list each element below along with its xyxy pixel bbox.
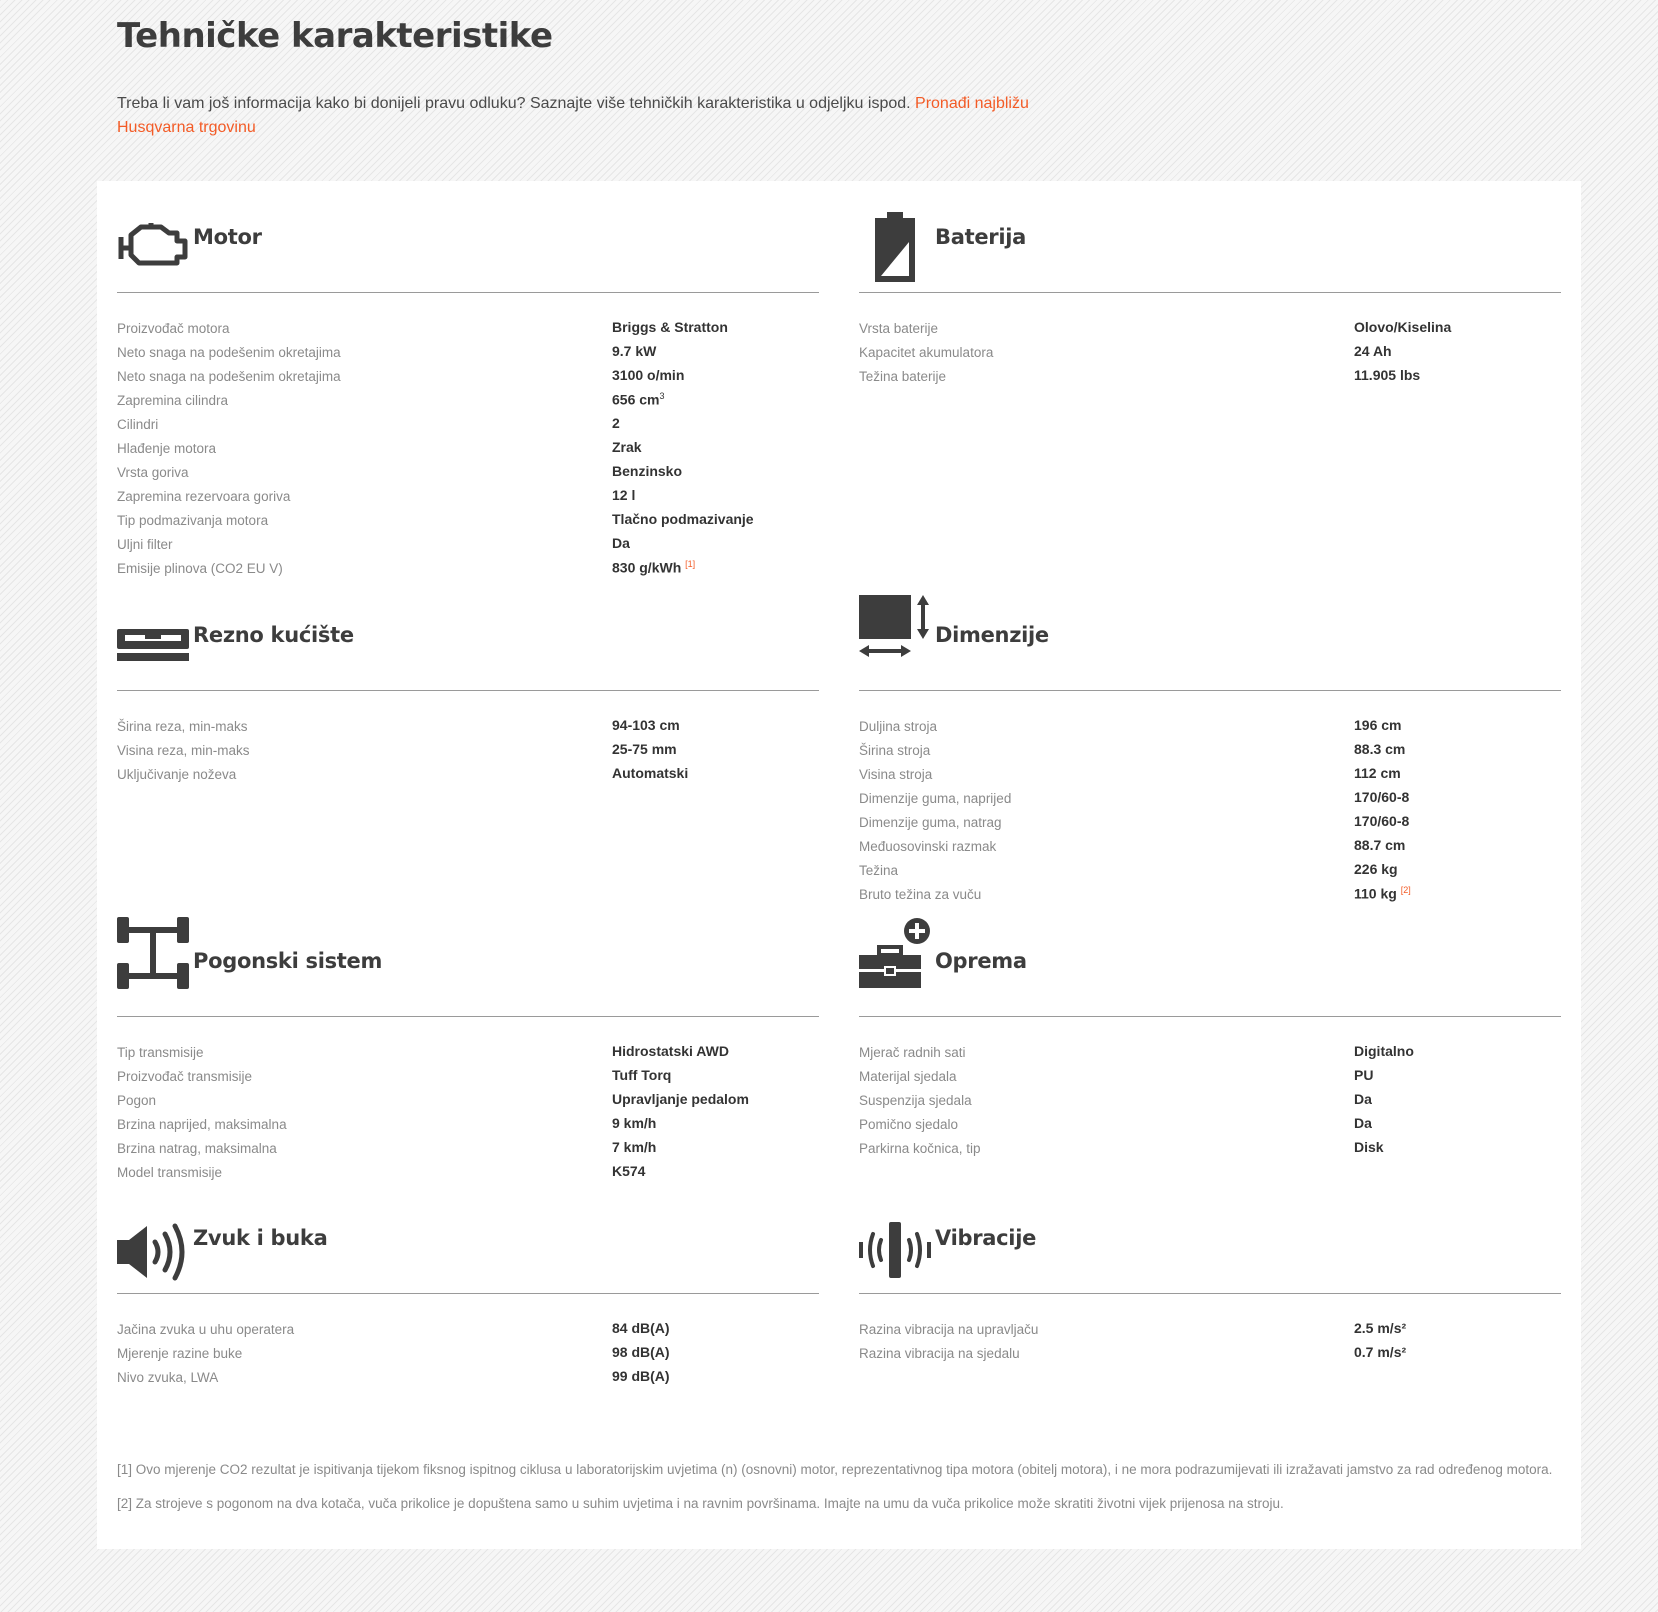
spec-value-text: 98 dB(A) (612, 1344, 670, 1360)
spec-label: Neto snaga na podešenim okretajima (117, 345, 341, 360)
spec-row (117, 1090, 819, 1114)
spec-row (859, 740, 1561, 764)
spec-row (117, 1066, 819, 1090)
footnote-ref-link[interactable]: [2] (1400, 885, 1411, 895)
spec-value (612, 511, 754, 527)
spec-value-text: Benzinsko (612, 463, 683, 479)
spec-value (612, 1368, 670, 1384)
spec-label: Model transmisije (117, 1165, 223, 1180)
spec-value (612, 1320, 670, 1336)
spec-row (859, 788, 1561, 812)
spec-label: Vrsta baterije (859, 321, 939, 336)
spec-row (117, 716, 819, 740)
spec-value (1354, 885, 1411, 902)
spec-value-text: 656 cm (612, 391, 660, 408)
spec-value (612, 559, 695, 576)
spec-row (117, 1319, 819, 1343)
spec-label: Zapremina rezervoara goriva (117, 489, 291, 504)
section-title: Pogonski sistem (193, 949, 383, 973)
section-zvuk (117, 1182, 819, 1391)
spec-value-text: Zrak (612, 439, 642, 455)
spec-value-text: 830 g/kWh (612, 559, 682, 576)
section-title: Oprema (935, 949, 1027, 973)
spec-value-text: Digitalno (1354, 1043, 1414, 1059)
spec-value-text: 99 dB(A) (612, 1368, 670, 1384)
spec-label: Kapacitet akumulatora (859, 345, 994, 360)
spec-row (117, 1367, 819, 1391)
spec-list (117, 691, 819, 788)
spec-value-text: 88.3 cm (1354, 741, 1406, 757)
spec-list (859, 691, 1561, 908)
spec-row (117, 390, 819, 414)
specs-card (97, 181, 1581, 1549)
engine-icon (117, 221, 189, 269)
spec-label: Međuosovinski razmak (859, 839, 997, 854)
spec-value-text: Disk (1354, 1139, 1384, 1155)
section-title: Vibracije (935, 1226, 1037, 1250)
toolbox-icon (859, 917, 931, 989)
dimensions-icon (859, 595, 931, 661)
spec-label: Visina stroja (859, 767, 933, 782)
spec-value-text: 11.905 lbs (1354, 367, 1421, 383)
spec-value-text: K574 (612, 1163, 646, 1179)
spec-value (1354, 837, 1405, 853)
spec-row (117, 1138, 819, 1162)
spec-row (117, 366, 819, 390)
spec-value (612, 1091, 749, 1107)
spec-value-text: Tlačno podmazivanje (612, 511, 754, 527)
speaker-icon (117, 1222, 189, 1282)
spec-value (1354, 741, 1405, 757)
spec-value (1354, 1115, 1372, 1131)
spec-row (117, 318, 819, 342)
spec-row (117, 462, 819, 486)
section-motor (117, 181, 819, 582)
section-baterija (859, 181, 1561, 390)
spec-value-text: 12 l (612, 487, 636, 503)
spec-value (612, 487, 635, 503)
spec-label: Suspenzija sjedala (859, 1093, 972, 1108)
spec-list (117, 1017, 819, 1186)
spec-value-text: Upravljanje pedalom (612, 1091, 749, 1107)
spec-value (1354, 343, 1392, 359)
section-header (859, 905, 1561, 1017)
section-title: Zvuk i buka (193, 1226, 328, 1250)
spec-row (117, 534, 819, 558)
section-title: Dimenzije (935, 623, 1049, 647)
spec-value (612, 319, 728, 335)
section-title: Motor (193, 225, 262, 249)
spec-value-text: 7 km/h (612, 1139, 657, 1155)
spec-value-text: Da (612, 535, 630, 551)
spec-value (612, 1139, 656, 1155)
spec-value (612, 391, 665, 408)
spec-value-text: Tuff Torq (612, 1067, 672, 1083)
spec-row (859, 812, 1561, 836)
spec-label: Vrsta goriva (117, 465, 189, 480)
spec-row (117, 740, 819, 764)
spec-value (1354, 1091, 1372, 1107)
spec-label: Duljina stroja (859, 719, 938, 734)
spec-row (117, 342, 819, 366)
spec-label: Cilindri (117, 417, 159, 432)
spec-label: Mjerenje razine buke (117, 1346, 243, 1361)
spec-list (859, 1294, 1561, 1367)
spec-value (612, 741, 677, 757)
spec-value-text: 112 cm (1354, 765, 1401, 781)
footnote-1: [1] Ovo mjerenje CO2 rezultat je ispitivanja tijekom fiksnog ispitnog ciklusa u laboratorijskim uvjetima (n) (osnovni) motor, reprezentativnog tipa motora (obitelj motora), i ne mora podrazumijevati ili izražavati jamstvo za rad određenog motora. (117, 1462, 1553, 1477)
spec-value (612, 415, 620, 431)
spec-value (612, 1067, 671, 1083)
spec-value-text: Olovo/Kiselina (1354, 319, 1452, 335)
spec-label: Neto snaga na podešenim okretajima (117, 369, 341, 384)
spec-row (117, 510, 819, 534)
spec-list (117, 1294, 819, 1391)
spec-value (1354, 813, 1409, 829)
spec-label: Brzina natrag, maksimalna (117, 1141, 277, 1156)
spec-row (859, 860, 1561, 884)
spec-value-text: 94-103 cm (612, 717, 680, 733)
spec-value (612, 1115, 656, 1131)
spec-value (612, 439, 642, 455)
spec-value-text: 3100 o/min (612, 367, 685, 383)
section-header (859, 1182, 1561, 1294)
spec-label: Materijal sjedala (859, 1069, 957, 1084)
spec-value (612, 765, 688, 781)
spec-row (117, 486, 819, 510)
spec-row (859, 1066, 1561, 1090)
spec-value-text: PU (1354, 1067, 1374, 1083)
spec-label: Razina vibracija na upravljaču (859, 1322, 1039, 1337)
spec-value-text: 0.7 m/s² (1354, 1344, 1407, 1360)
spec-label: Širina stroja (859, 743, 931, 758)
spec-label: Tip podmazivanja motora (117, 513, 269, 528)
unit-superscript: 3 (659, 391, 665, 401)
spec-value-text: 2 (612, 415, 620, 431)
spec-value (1354, 789, 1409, 805)
spec-row (859, 1090, 1561, 1114)
spec-row (859, 366, 1561, 390)
spec-label: Zapremina cilindra (117, 393, 229, 408)
spec-row (859, 1138, 1561, 1162)
spec-row (859, 342, 1561, 366)
spec-value (1354, 1043, 1414, 1059)
spec-row (117, 438, 819, 462)
spec-value-text: 88.7 cm (1354, 837, 1406, 853)
spec-row (859, 1343, 1561, 1367)
spec-value-text: 170/60-8 (1354, 813, 1410, 829)
section-header (117, 905, 819, 1017)
spec-value-text: 170/60-8 (1354, 789, 1410, 805)
spec-value (612, 343, 656, 359)
spec-label: Uljni filter (117, 537, 173, 552)
spec-label: Hlađenje motora (117, 441, 217, 456)
spec-label: Visina reza, min-maks (117, 743, 250, 758)
spec-value-text: Hidrostatski AWD (612, 1043, 729, 1059)
spec-value (1354, 861, 1398, 877)
spec-value-text: 110 kg (1354, 885, 1397, 902)
spec-value-text: 24 Ah (1354, 343, 1392, 359)
spec-value-text: 226 kg (1354, 861, 1398, 877)
spec-label: Pogon (117, 1093, 157, 1108)
spec-row (117, 1114, 819, 1138)
spec-row (859, 1319, 1561, 1343)
spec-value (1354, 717, 1401, 733)
spec-value-text: Briggs & Stratton (612, 319, 728, 335)
spec-value-text: 25-75 mm (612, 741, 677, 757)
spec-value-text: Da (1354, 1091, 1372, 1107)
spec-value-text: 9.7 kW (612, 343, 657, 359)
section-header (117, 1182, 819, 1294)
spec-value-text: Da (1354, 1115, 1372, 1131)
section-title: Rezno kućište (193, 623, 354, 647)
spec-list (117, 293, 819, 582)
footnote-ref-link[interactable]: [1] (685, 559, 696, 569)
spec-row (117, 1042, 819, 1066)
page-title: Tehničke karakteristike (117, 16, 553, 56)
spec-row (859, 318, 1561, 342)
spec-label: Pomično sjedalo (859, 1117, 959, 1132)
spec-value-text: 9 km/h (612, 1115, 657, 1131)
spec-label: Emisije plinova (CO2 EU V) (117, 561, 283, 576)
section-header (859, 181, 1561, 293)
spec-value (612, 717, 680, 733)
spec-label: Razina vibracija na sjedalu (859, 1346, 1020, 1361)
spec-row (859, 716, 1561, 740)
cutting-deck-icon (117, 627, 189, 663)
spec-value (612, 367, 684, 383)
drivetrain-icon (117, 917, 189, 989)
spec-value (612, 463, 682, 479)
spec-value (612, 535, 630, 551)
spec-row (859, 836, 1561, 860)
spec-value (1354, 1344, 1406, 1360)
spec-label: Jačina zvuka u uhu operatera (117, 1322, 295, 1337)
spec-label: Mjerač radnih sati (859, 1045, 966, 1060)
spec-value (1354, 1320, 1406, 1336)
spec-value (1354, 367, 1420, 383)
spec-value-text: 196 cm (1354, 717, 1402, 733)
spec-label: Širina reza, min-maks (117, 719, 248, 734)
spec-label: Brzina naprijed, maksimalna (117, 1117, 287, 1132)
spec-value-text: Automatski (612, 765, 689, 781)
section-title: Baterija (935, 225, 1026, 249)
spec-value (1354, 1139, 1384, 1155)
spec-label: Dimenzije guma, natrag (859, 815, 1002, 830)
spec-label: Težina baterije (859, 369, 947, 384)
spec-label: Težina (859, 863, 899, 878)
section-header (117, 181, 819, 293)
spec-value (1354, 1067, 1373, 1083)
section-rezno (117, 579, 819, 788)
footnote-2: [2] Za strojeve s pogonom na dva kotača, vuča prikolice je dopuštena samo u suhim uvjetima i na ravnim površinama. Imajte na umu da vuča prikolice može skratiti životni vijek prijenosa na stroju. (117, 1496, 1284, 1511)
section-oprema (859, 905, 1561, 1162)
spec-label: Bruto težina za vuču (859, 887, 982, 902)
vibration-icon (859, 1220, 931, 1280)
spec-row (117, 414, 819, 438)
spec-label: Tip transmisije (117, 1045, 204, 1060)
spec-label: Parkirna kočnica, tip (859, 1141, 981, 1156)
spec-label: Proizvođač motora (117, 321, 230, 336)
spec-label: Proizvođač transmisije (117, 1069, 253, 1084)
intro-body: Treba li vam još informacija kako bi donijeli pravu odluku? Saznajte više tehničkih karakteristika u odjeljku ispod. (117, 95, 911, 112)
spec-row (859, 1114, 1561, 1138)
spec-list (859, 1017, 1561, 1162)
spec-label: Uključivanje noževa (117, 767, 237, 782)
spec-value (612, 1043, 729, 1059)
intro-text (117, 92, 1047, 140)
section-header (117, 579, 819, 691)
section-header (859, 579, 1561, 691)
spec-value (612, 1344, 670, 1360)
spec-value-text: 84 dB(A) (612, 1320, 670, 1336)
battery-icon (873, 212, 917, 284)
spec-value-text: 2.5 m/s² (1354, 1320, 1407, 1336)
section-dimenzije (859, 579, 1561, 908)
spec-row (117, 1343, 819, 1367)
spec-row (859, 1042, 1561, 1066)
spec-label: Dimenzije guma, naprijed (859, 791, 1012, 806)
spec-value (1354, 765, 1401, 781)
section-pogonski (117, 905, 819, 1186)
spec-value (1354, 319, 1451, 335)
spec-row (117, 764, 819, 788)
spec-row (859, 764, 1561, 788)
spec-label: Nivo zvuka, LWA (117, 1370, 219, 1385)
spec-list (859, 293, 1561, 390)
spec-value (612, 1163, 645, 1179)
find-dealer-link[interactable]: Pronađi najbližu Husqvarna trgovinu (117, 95, 1029, 136)
section-vibracije (859, 1182, 1561, 1367)
